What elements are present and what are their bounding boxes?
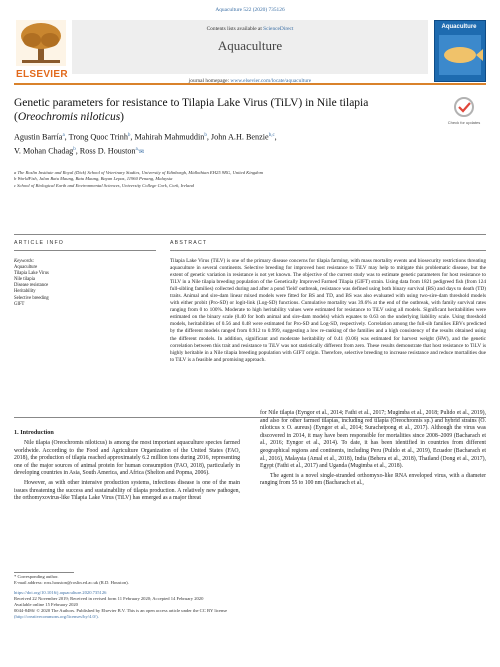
abstract-text: Tilapia Lake Virus (TiLV) is one of the primary disease concerns for tilapia farming, with mass mortality events and biosecurity restrictions threating aquaculture in several continents. Selective breeding for improved host resistance to TiLV may help to mitigate this problematic disease, but the extent of genetic variation in resistance is not yet known. The objective of the current study was to estimate genetic parameters for host resistance to TiLV in a Nile tilapia breeding population of the Genetically Improved Farmed Tilapia (GIFT) strain. Using data from 1821 pedigreed fish (from 124 full-sibling families) collected during and after a pond 'field' outbreak, resistance was defined using both binary survival (BS) and days to death (TD) traits. Animal and sire-dam linear mixed models were fitted for BS and TD, and BS was also evaluated with using two-sire-dam threshold models with either probit (Pro-SD) or logit-link (Log-SD) functions. Cumulative mortality was 39.6% at the end of the outbreak, with family survival rates ranging from 0 to 100%. Moderate to high heritability values were estimated for resistance to TiLV using all models. Significant heritabilities were estimated on the binary scale (0.40 for both animal and sire-dam models) which equates to 0.63 on the underlying liability scale. Using threshold models, heritabilities of 0.56 and 0.48 were estimated for Pro-SD and Log-SD, respectively. Correlation among the full-sib families EBVs predicted by the different models ranged from 0.912 to 0.999, suggesting a low re-ranking of the families and a high consistency of the results obtained using the different models. In addition, significant and moderate heritability of 0.41 (0.06) was estimated for harvest weight (HW), and the genetic correlation between this trait and resistance to TiLV was not statistically different from zero. These results demonstrate that host resistance to TiLV is highly heritable in a Nile tilapia breeding population with GIFT origin. Therefore, selective breeding to increase resistance and reduce mortalities due to TiLV is a feasible and promising approach. [170,258,486,363]
divider [170,250,486,251]
title-end: ) [120,111,125,123]
check-for-updates-label[interactable]: Check for updates [447,120,481,125]
abstract-heading: ABSTRACT [170,240,208,246]
affil-sup[interactable]: a, [135,146,140,152]
author[interactable]: Agustin Barría [14,132,63,142]
publisher-name: ELSEVIER [16,69,68,80]
intro-left-column [14,440,240,503]
online-date: Available online 15 February 2020 [14,602,78,607]
affil-sup[interactable]: b [127,133,131,138]
divider [14,250,156,251]
homepage-line [72,78,428,84]
keyword: Tilapia Lake Virus [14,271,49,277]
dates: Received 22 November 2019; Received in revised form 11 February 2020; Accepted 14 February 2020 [14,596,204,601]
paragraph: The agent is a novel single-stranded orthomyxo-like RNA enveloped virus, with a diameter ranging from 55 to 100 nm (Bacharach et al., [260,472,486,487]
sciencedirect-link[interactable]: ScienceDirect [263,26,294,32]
corresponding-note: * Corresponding author. [14,574,59,579]
section-heading: 1. Introduction [14,429,54,436]
affil-sup[interactable]: b [204,133,207,138]
article-info-heading: ARTICLE INFO [14,240,65,246]
keywords-label: Keywords: [14,259,35,264]
keyword: Disease resistance [14,283,49,289]
author-list: Agustin Barría$^a$, Trong Quoc Trinh$^b$, Mahirah Mahmuddin$^b$, John A.H. Benzie$^{b,c}$, V. Mohan Chadag$^b$, Ross D. Houston$^{a,}$✉ [14,132,277,156]
author[interactable]: , Trong Quoc Trinh [64,132,128,142]
homepage-link[interactable]: www.elsevier.com/locate/aquaculture [230,78,312,84]
affil-sup[interactable]: b [73,146,76,152]
contents-line [72,26,428,32]
email-note[interactable]: E-mail address: ross.houston@roslin.ed.ac.uk (R.D. Houston). [14,580,129,585]
keyword: Selective breeding [14,295,49,301]
paragraph: However, as with other intensive production systems, infectious disease is one of the main issues threatening the success and sustainability of tilapia production. A relatively new pathogen, the orthomyxovirus-like Tilapia Lake Virus (TiLV) has emerged as a major threat [14,479,240,502]
cover-title: Aquaculture [441,24,477,30]
journal-citation[interactable]: Aquaculture 522 (2020) 735126 [215,7,285,13]
title-species: Oreochromis niloticus [17,111,121,123]
paragraph: Nile tilapia (Oreochromis niloticus) is among the most important aquaculture species farmed worldwide. According to the Food and Agriculture Organization of the United States (FAO, 2018), the production of tilapia reached approximately 6.2 million tons during 2016, representing one of the major sources of animal protein for human consumption (FAO, 2018), particularly in developing countries in Asia, South America, and Africa (Shelton and Popma, 2006). [14,440,240,477]
intro-right-column [260,410,486,488]
author[interactable]: , Ross D. Houston [75,146,136,156]
footnote-divider [14,572,74,573]
homepage-prefix: journal homepage: [188,78,231,84]
doi-link[interactable]: https://doi.org/10.1016/j.aquaculture.2020.735126 [14,590,107,595]
cover-art-icon [435,21,485,81]
corresponding-author-icon[interactable]: ✉ [139,149,145,156]
keywords-block [14,259,154,308]
license-line: 0044-8486/ © 2020 The Authors. Published by Elsevier B.V. This is an open access article under the CC BY license [14,608,228,613]
affil-sup[interactable]: a [62,133,65,138]
contents-prefix: Contents lists available at [206,26,264,32]
keyword: Nile tilapia [14,277,35,283]
journal-title: Aquaculture [217,38,283,53]
keyword: Heritability [14,289,36,295]
divider [14,234,486,235]
footnotes [14,574,486,620]
author[interactable]: , Mahirah Mahmuddin [130,132,205,142]
article-title [14,96,414,124]
affiliation: c School of Biological Earth and Environmental Sciences, University College Cork, Cork, Ireland [14,182,194,188]
affiliation: a The Roslin Institute and Royal (Dick) School of Veterinary Studies, University of Edinburgh, Midlothian EH25 9RG, United Kingdom [14,170,264,175]
author[interactable]: V. Mohan Chadag [14,146,74,156]
elsevier-tree-logo-icon [16,20,66,66]
paragraph: for Nile tilapia (Eyngor et al., 2014; Fathi et al., 2017; Mugimba et al., 2018; Pulido et al., 2019), and also for other farmed tilapias, including red tilapia (Oreochromis sp.) and hybrid strains (O. niloticus x O. aureus) (Eyngor et al., 2014; Surachetpong et al., 2017). Although the virus was discovered in 2014, it may have been responsible for mortalities since 2008–2009 (Bacharach et al., 2016; Eyngor et al., 2014). To date, it has been identified in countries from different geographical regions and continents, including Peru (Pulido et al., 2019), Ecuador (Bacharach et al., 2016), Malaysia (Amal et al., 2018), India (Behera et al., 2018), Thailand (Dong et al., 2017), Egypt (Fathi et al., 2017) and Uganda (Mugimba et al., 2018). [260,410,486,470]
license-link[interactable]: (http://creativecommons.org/licenses/by/4.0/). [14,614,99,619]
affiliations [14,170,484,189]
title-text: Genetic parameters for resistance to Tilapia Lake Virus (TiLV) in Nile tilapia ( [14,97,369,123]
author[interactable]: , John A.H. Benzie [206,132,269,142]
keyword: GIFT [14,301,25,307]
affil-sup[interactable]: b,c [268,133,275,138]
keyword: Aquaculture [14,265,38,271]
affiliation: b WorldFish, Jalan Batu Maung, Batu Maung, Bayan Lepas, 11960 Penang, Malaysia [14,176,173,182]
